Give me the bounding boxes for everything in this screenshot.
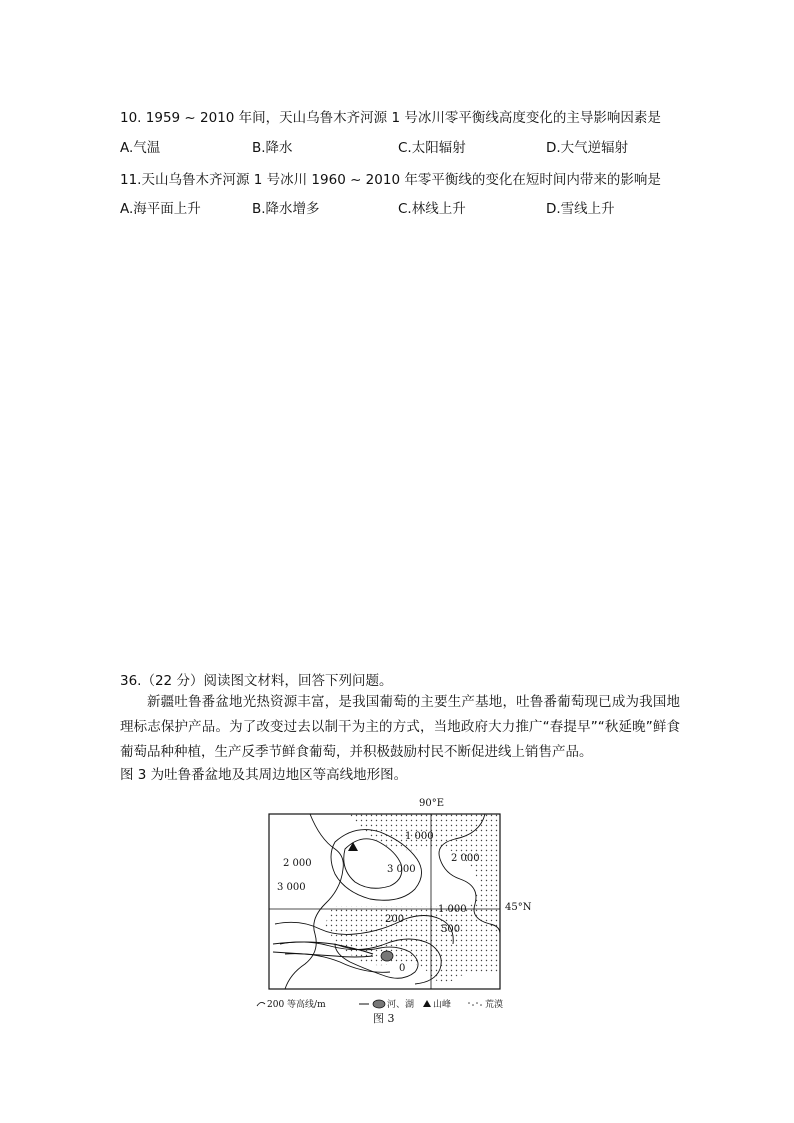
contour-label: 3 000 bbox=[277, 882, 306, 893]
desert-area-basin bbox=[325, 906, 500, 983]
legend-peak-label: 山峰 bbox=[433, 1000, 452, 1010]
contour-label: 2 000 bbox=[451, 853, 480, 864]
question-10-option-d[interactable]: D.大气逆辐射 bbox=[546, 140, 629, 156]
question-11-option-d[interactable]: D.雪线上升 bbox=[546, 201, 615, 217]
legend-contour-icon bbox=[257, 1002, 265, 1006]
figure-caption: 图 3 bbox=[373, 1012, 395, 1025]
question-10-option-b[interactable]: B.降水 bbox=[252, 140, 293, 156]
contour-map-svg bbox=[255, 794, 535, 1036]
question-36-header: 36.（22 分）阅读图文材料，回答下列问题。 bbox=[120, 673, 393, 689]
question-36-paragraph: 新疆吐鲁番盆地光热资源丰富，是我国葡萄的主要生产基地，吐鲁番葡萄现已成为我国地理标志保护产品。为了改变过去以制干为主的方式，当地政府大力推广“春提早”“秋延晚”鲜食葡萄品种种植，生产反季节鲜食葡萄，并积极鼓励村民不断促进线上销售产品。 bbox=[120, 694, 680, 760]
question-10-option-c[interactable]: C.太阳辐射 bbox=[398, 140, 466, 156]
question-11-option-a[interactable]: A.海平面上升 bbox=[120, 201, 201, 217]
contour-label: 1 000 bbox=[438, 904, 467, 915]
legend-desert-label: 荒漠 bbox=[485, 1000, 504, 1010]
legend-contour-label: 200 等高线/m bbox=[267, 1000, 326, 1010]
meridian-label: 90°E bbox=[419, 798, 445, 809]
contour-label: 1 000 bbox=[405, 831, 434, 842]
question-11-option-c[interactable]: C.林线上升 bbox=[398, 201, 466, 217]
question-36-figure-intro: 图 3 为吐鲁番盆地及其周边地区等高线地形图。 bbox=[120, 767, 408, 783]
contour-label: 0 bbox=[399, 963, 406, 974]
legend-lake-icon bbox=[373, 1000, 385, 1008]
contour-label: 3 000 bbox=[387, 864, 416, 875]
legend-river-lake-label: 河、湖 bbox=[387, 1000, 415, 1010]
question-10-stem: 10. 1959 ~ 2010 年间，天山乌鲁木齐河源 1 号冰川零平衡线高度变化的主导影响因素是 bbox=[120, 110, 661, 126]
peak-icon bbox=[348, 842, 358, 851]
map-legend bbox=[257, 998, 503, 1010]
legend-desert-icon bbox=[468, 1002, 482, 1006]
lake-shape bbox=[381, 951, 393, 961]
legend-peak-icon bbox=[423, 1000, 431, 1007]
contour-label: 500 bbox=[441, 924, 461, 935]
contour-label: 200 bbox=[385, 914, 405, 925]
question-11-option-b[interactable]: B.降水增多 bbox=[252, 201, 320, 217]
contour-map-figure bbox=[255, 794, 535, 1036]
contour-label: 2 000 bbox=[283, 858, 312, 869]
question-10-option-a[interactable]: A.气温 bbox=[120, 140, 161, 156]
parallel-label: 45°N bbox=[505, 902, 532, 913]
question-11-stem: 11.天山乌鲁木齐河源 1 号冰川 1960 ~ 2010 年零平衡线的变化在短时间内带来的影响是 bbox=[120, 172, 661, 188]
